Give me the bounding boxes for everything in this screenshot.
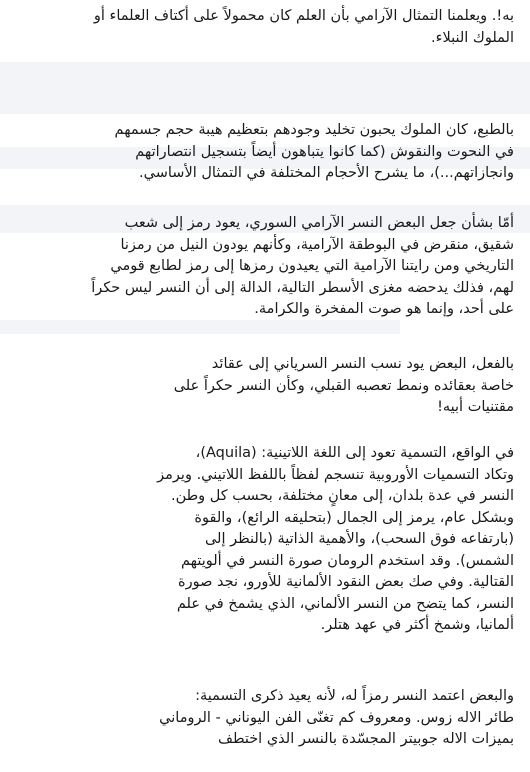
paragraph-2: [0, 120, 530, 185]
text-line: به!. ويعلمنا التمثال الآرامي بأن العلم كان محمولاً على أكتاف العلماء أو: [93, 8, 514, 24]
text-line: وبشكل عام، يرمز إلى الجمال (بتحليقه الرائع)، والقوة: [194, 509, 514, 526]
highlight-band: [0, 320, 400, 334]
text-line: في النحوت والنقوش (كما كانوا يتباهون أيضاً بتسجيل انتصاراتهم: [135, 143, 514, 160]
text-line: أمّا بشأن جعل البعض النسر الآرامي السوري، يعود رمز إلى شعب: [124, 215, 514, 231]
text-line: على أحد، وإنما هو صوت المفخرة والكرامة.: [254, 301, 514, 317]
paragraph-5: [0, 443, 530, 637]
text-line: في الواقع، التسمية تعود إلى اللغة اللاتينية: (Aquila)،: [195, 445, 514, 461]
text-line: مقتنيات أبيه!: [437, 399, 514, 415]
text-line: خاصة بعقائده ونمط تعصبه القبلي، وكأن النسر حكراً على: [173, 377, 514, 394]
text-line: وانجازاتهم...)، ما يشرح الأحجام المختلفة في التمثال الأساسي.: [139, 165, 514, 181]
text-line: ألمانيا، وشمخ أكثر في عهد هتلر.: [320, 617, 514, 633]
paragraph-4: [0, 354, 530, 419]
text-line: (بارتفاعه فوق السحب)، والأهمية الذاتية (بالنظر إلى: [204, 531, 514, 547]
highlight-band: [0, 62, 530, 114]
paragraph-6: [0, 686, 530, 751]
paragraph-3: [0, 213, 530, 321]
text-line: طائر الاله زوس. ومعروف كم تغنّى الفن اليوناني - الروماني: [159, 709, 514, 726]
paragraph-1: [0, 6, 530, 49]
text-line: وتكاد التسميات الأوروبية تنسجم لفظاً باللفظ اللاتيني. ويرمز: [157, 466, 514, 483]
text-line: الملوك النبلاء.: [431, 29, 514, 46]
text-line: بالطبع، كان الملوك يحبون تخليد وجودهم بتعظيم هيبة حجم جسمهم: [114, 122, 514, 138]
text-line: لهم، فذلك يدحضه مغزى الأسطر التالية، الدالة إلى أن النسر ليس حكراً: [91, 279, 514, 296]
text-line: بميزات الاله جوبيتر المجسّدة بالنسر الذي اختطف: [217, 731, 514, 747]
text-line: بالفعل، البعض يود نسب النسر السرياني إلى عقائد: [211, 356, 514, 372]
text-line: والبعض اعتمد النسر رمزاً له، لأنه يعيد ذكرى التسمية:: [195, 688, 514, 704]
text-line: النسر في عدة بلدان، إلى معانٍ مختلفة، بحسب كل وطن.: [170, 488, 514, 504]
text-line: شقيق، منقرض في البوطقة الآرامية، وكأنهم يودون النيل من رمزنا: [120, 236, 514, 253]
text-line: القتالية. وفي صك بعض النقود الألمانية للأورو، نجد صورة: [178, 574, 514, 590]
text-line: النسر، كما يتضح من النسر الألماني، الذي يشمخ في علم: [176, 595, 514, 612]
text-line: التاريخي ومن رايتنا الآرامية التي يعيدون رمزها إلى رمز لطابع قومي: [110, 258, 514, 274]
text-line: الشمس). وقد استخدم الرومان صورة النسر في ألويتهم: [181, 552, 514, 569]
